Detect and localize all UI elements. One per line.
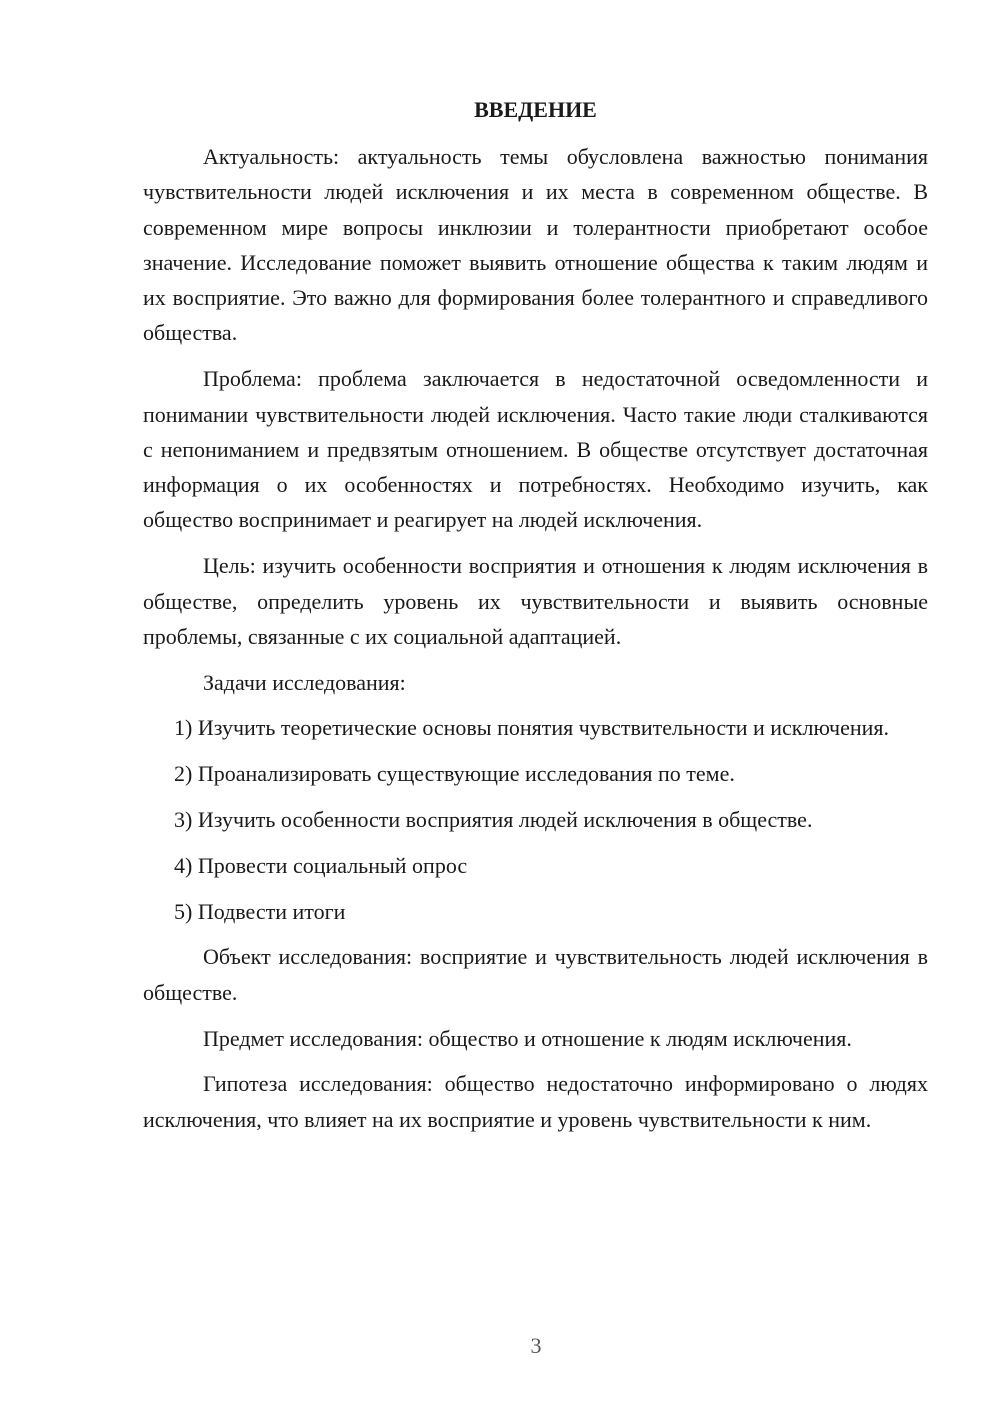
page-content xyxy=(143,92,928,1147)
paragraph-subject: Предмет исследования: общество и отношение к людям исключения. xyxy=(203,1025,852,1051)
task-item-3: 3) Изучить особенности восприятия людей исключения в обществе. xyxy=(174,807,813,833)
paragraph-relevance: Актуальность: актуальность темы обусловлена важностью понимания чувствительности людей исключения и их места в современном обществе. В современном мире вопросы инклюзии и толерантности приобретают особое значение. Исследование поможет выявить отношение общества к таким людям и их восприятие. Это важно для формирования более толерантного и справедливого общества. xyxy=(143,144,928,346)
task-item-5: 5) Подвести итоги xyxy=(174,898,346,924)
task-item-4: 4) Провести социальный опрос xyxy=(174,852,468,878)
paragraph-object: Объект исследования: восприятие и чувствительность людей исключения в обществе. xyxy=(143,944,928,1005)
paragraph-problem: Проблема: проблема заключается в недостаточной осведомленности и понимании чувствительности людей исключения. Часто такие люди сталкиваются с непониманием и предвзятым отношением. В обществе отсутствует достаточная информация о их особенностях и потребностях. Необходимо изучить, как общество воспринимает и реагирует на людей исключения. xyxy=(143,366,928,533)
task-item-2: 2) Проанализировать существующие исследования по теме. xyxy=(174,761,735,787)
task-item-1: 1) Изучить теоретические основы понятия чувствительности и исключения. xyxy=(174,715,890,741)
page-number: 3 xyxy=(530,1333,542,1358)
paragraph-goal: Цель: изучить особенности восприятия и отношения к людям исключения в обществе, определить уровень их чувствительности и выявить основные проблемы, связанные с их социальной адаптацией. xyxy=(143,553,928,649)
section-heading: ВВЕДЕНИЕ xyxy=(474,97,597,122)
paragraph-hypothesis: Гипотеза исследования: общество недостаточно информировано о людях исключения, что влияет на их восприятие и уровень чувствительности к ним. xyxy=(143,1071,928,1132)
tasks-intro: Задачи исследования: xyxy=(203,669,406,695)
